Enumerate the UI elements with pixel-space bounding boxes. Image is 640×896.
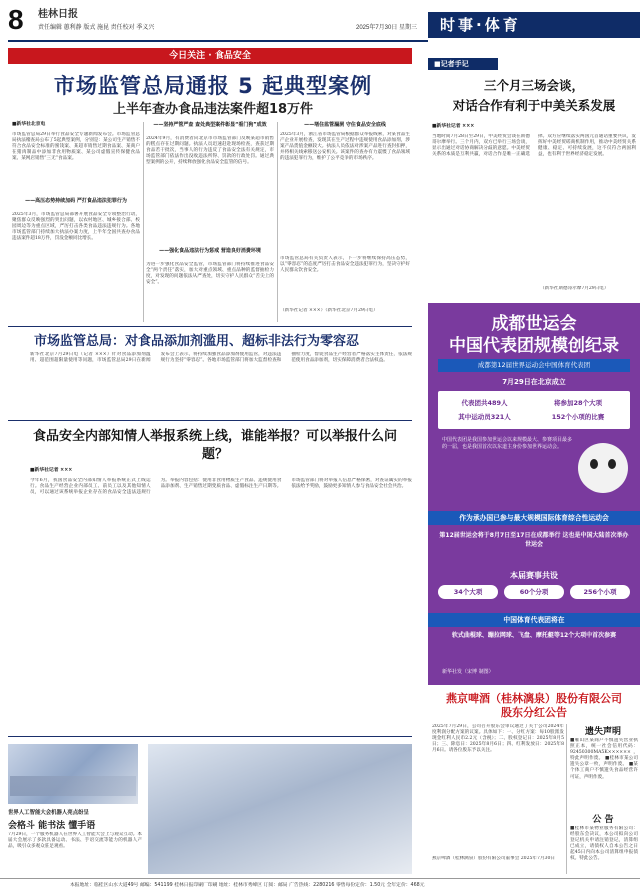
main-col3-text2: 市场监管总局有关负责人表示，下一步将继续保持高压态势，以“零容忍”的态度严厉打击食品安全违法犯罪行为，坚决守护好人民群众饮食安全。 xyxy=(280,256,410,274)
ad-pill-3: 256个小项 xyxy=(570,585,630,599)
topic-banner-text: 今日关注 · 食品安全 xyxy=(169,51,251,61)
editor-credits: 责任编辑 蕙利静 版式 施昆 责任校对 季义兴 xyxy=(38,25,155,31)
panda-mascot-icon xyxy=(578,443,628,493)
photo-story-headline: 会格斗 能书法 懂手语 xyxy=(8,821,96,831)
ad-pill-2: 60个分项 xyxy=(504,585,564,599)
notice-title: 股东分红公告 xyxy=(501,706,567,719)
section-title: 时事·体育 xyxy=(428,12,640,38)
story3-text: 今年6月，我国食品安全内部知情人举报系统正式上线运行。食品生产经营企业内部员工、前员工以及其他知情人员，可以通过该系统举报企业存在的食品安全违法违规行为。举报内容包括：使用非食用物质生产食品、违规使用食品添加剂、生产销售过期变质食品、虚假标注生产日期等。市场监管部门将对举报人信息严格保密，对查证属实的举报依法给予奖励，鼓励更多知情人参与食品安全社会共治。 xyxy=(30,478,412,496)
company-name: 燕京啤酒（桂林漓泉）股份有限公司 xyxy=(446,692,622,705)
notice-signoff: 燕京啤酒（桂林漓泉）股份有限公司董事会 2025年7月30日 xyxy=(432,856,555,861)
editorial-title-2: 对话合作有利于中美关系发展 xyxy=(452,98,616,113)
story3-byline: ■新华社记者 ××× xyxy=(30,468,73,473)
ad-band-2: 中国体育代表团将在 xyxy=(428,613,640,627)
col-divider xyxy=(143,122,144,322)
events-sub: 152个小项的比赛 xyxy=(551,413,605,421)
header-rule xyxy=(8,40,428,42)
lost-text: ■雁山区某商户不慎遗失营业执照正本，统一社会信用代码：92450300MA5K××××××，特此声明作废。 ■桂林市某公司遗失公章一枚，声明作废。 ■某个体工商户不慎遗失食品经营许可证，声明作废。 xyxy=(570,738,638,780)
main-headline: 市场监管总局通报 5 起典型案例 xyxy=(53,74,373,98)
main-col2-text2: 为进一步强化食品安全监管，市场监管部门将持续推进食品安全“两个责任”落实，加大对重点领域、重点品种的监督抽检力度，对发现的问题依法从严查处，切实守护人民群众“舌尖上的安全”。 xyxy=(146,262,274,286)
story3-headline: 食品安全内部知情人举报系统上线，谁能举报？可以举报什么问题？ xyxy=(32,429,397,462)
page-number: 8 xyxy=(8,4,24,35)
main-col3-text: 2025年3月，浙江省市场监管局根据群众举报线索，对某食品生产企业开展检查，发现其在生产过程中违规使用食品添加剂，涉案产品货值金额较大。执法人员依法对涉案产品进行查封扣押，并将相关线索移送公安机关。该案件的查办有力震慑了食品领域的违法犯罪行为，维护了公平竞争的市场秩序。 xyxy=(280,132,410,162)
editorial-text: 当地时间7月28日至29日，中美经贸会谈在斯德哥尔摩举行。三个月内，双方已举行三场会谈，显示出通过对话协商解决分歧的意愿。中美经贸关系的本质是互利共赢，对话合作是唯一正确选择。双方应继续落实两国元首通话重要共识，发挥好中美经贸磋商机制作用，推动中美经贸关系健康、稳定、可持续发展，这不仅符合两国利益，也有利于世界经济稳定发展。 xyxy=(432,134,636,158)
mascot-eye xyxy=(590,459,598,469)
main-byline: ■新华社北京电 xyxy=(12,122,46,127)
page-footer: 本报地址：临桂区山水大道49号 邮编：541199 桂林日报印刷厂印刷 地址：桂林市秀峰区 订阅：邮局 广告热线：2280216 零售每份定价：1.50元 全年定价：468元 xyxy=(0,878,640,892)
notice-text: 2025年7月29日，公司召开股东会审议通过了关于公司2024年度利润分配方案的议案。具体如下：一、分红方案：每10股派发现金红利人民币2.2元（含税）；二、股权登记日：2025年8月5日；三、除息日：2025年8月6日；四、红利发放日：2025年8月6日。请各位股东予以关注。 xyxy=(432,724,564,754)
ad-band-1: 作为承办国已参与最大规模国际体育综合性运动会 xyxy=(428,511,640,525)
main-col1-subhead: ——高压态势持续加码 严打食品违法犯罪行为 xyxy=(25,198,127,204)
main-col3-subhead: ——堵住监管漏洞 守住食品安全底线 xyxy=(304,122,386,128)
story2-text: 新华社北京7月29日电（记者 ×××）针对食品添加剂滥用、超范围超限量使用等问题，市场监管总局29日在新闻发布会上表示，将持续加强食品添加剂使用监管，对违法违规行为坚持“零容忍”。各地市场监管部门将加大监督检查和抽检力度，督促食品生产经营者严格落实主体责任，依法规范使用食品添加剂，切实保障消费者合法权益。 xyxy=(30,352,412,364)
ad-band-2-sub: 软式曲棍球、蹦拉网球、飞盘、摩托艇等12个大项中首次参赛 xyxy=(451,632,617,639)
ad-para1: 中国代表团是我国参加世运会以来规模最大、参赛项目最多的一届，也是我国首次以东道主身份参加世界运动会。 xyxy=(442,437,573,451)
athletes-label: 代表团共489人 xyxy=(461,399,508,407)
editorial-title-1: 三个月三场会谈， xyxy=(483,78,584,93)
main-subheadline: 上半年查办食品违法案件超18万件 xyxy=(112,102,314,117)
ad-stamp: 新华社发（宋博 制图） xyxy=(442,669,494,675)
mascot-eye xyxy=(608,459,616,469)
ad-kicker: 本届赛事共设 xyxy=(510,571,558,580)
lost-title: 遗失声明 xyxy=(584,727,621,737)
story-divider xyxy=(8,420,412,421)
col-divider xyxy=(277,122,278,322)
main-col3-byline: （新华社记者 ×××）（新华社北京7月29日电） xyxy=(280,308,378,313)
gonggao-title: 公 告 xyxy=(592,815,614,825)
gonggao-text: ■桂林市某物业服务有限公司：经股东会决议，本公司拟向公司登记机关申请注销登记，清算组已成立，请债权人自本公告之日起45日内向本公司清算组申报债权。特此公告。 xyxy=(570,826,638,862)
robot-main-photo xyxy=(148,744,412,874)
main-col2-subhead2: ——强化食品违法行为惩戒 营造良好消费环境 xyxy=(159,248,261,254)
ad-title-1: 成都世运会 xyxy=(491,314,577,334)
story2-headline: 市场监管总局：对食品添加剂滥用、超标非法行为零容忍 xyxy=(34,334,360,349)
main-col1-text: 市场监管总局29日举行食品安全专题新闻发布会。市场监管总局执法稽查局公布了5起典型案例，分别是：某公司生产销售不符合食品安全标准的蜜饯案、某超市销售过期食品案、某商户在猪肉制品中添加非食用物质案、某公司虚假宣传保健食品案、某网店销售“三无”食品案。 xyxy=(12,132,140,162)
photo-story-title: 世界人工智能大会机器人亮点纷呈 xyxy=(8,810,89,816)
ad-notice: 第12届世运会将于8月7日至17日在成都举行 这也是中国大陆首次举办世运会 xyxy=(439,532,629,548)
athletes-stat xyxy=(442,396,527,424)
athletes-sub: 其中运动员321人 xyxy=(458,413,511,421)
ad-title-2: 中国代表团规模创纪录 xyxy=(449,336,619,356)
ad-pill-1: 34个大项 xyxy=(438,585,498,599)
events-stat xyxy=(530,396,626,424)
col-divider xyxy=(566,724,567,874)
world-games-infographic xyxy=(428,303,640,685)
story-divider xyxy=(8,736,412,737)
editorial-footer: （新华社斯德哥尔摩7月29日电） xyxy=(540,286,609,291)
main-col2-text: 2024年9月，有消费者向北京市市场监管部门反映某超市销售的糕点存在过期问题。执法人员迅速赶赴现场检查，查获过期食品若干批次，当事人的行为违反了食品安全法有关规定，市场监管部门依法作出没收违法所得、罚款的行政处罚。通过典型案例的公开，持续释放强化食品安全监管的信号。 xyxy=(146,136,274,166)
photo-story-text: 7月29日，一个服务机器人在世界人工智能大会上与观众互动。本届大会展示了多款具备运动、书法、手语交流等能力的机器人产品，吸引众多观众驻足观看。 xyxy=(8,832,142,850)
issue-date: 2025年7月30日 星期三 xyxy=(356,25,418,31)
robot-photo-detail xyxy=(10,776,136,796)
main-col2-subhead: ——坚持严管严查 查处典型案件彰显“看门狗”成效 xyxy=(153,122,267,128)
ad-subtitle: 成都第12届世界运动会中国体育代表团 xyxy=(438,359,630,372)
events-label: 将参加28个大项 xyxy=(553,399,603,407)
masthead-logo: 桂林日报 xyxy=(38,9,78,20)
editorial-tag: ■记者手记 xyxy=(428,58,498,70)
ad-date: 7月29日在北京成立 xyxy=(502,378,566,386)
ad-stats-box xyxy=(438,391,630,429)
editorial-byline: ■新华社记者 ××× xyxy=(432,124,475,129)
story-divider xyxy=(8,326,412,327)
main-col1-text2: 2025年3月，市场监管总局部署开展食品安全专项整治行动，聚焦群众反映强烈的突出问题，以农村地区、城乡接合部、校园周边等为重点区域，严厉打击各类食品违法违规行为。各地市场监管部门持续加大执法办案力度，上半年全国共查办食品违法案件超18万件，罚没金额同比增长。 xyxy=(12,212,140,242)
